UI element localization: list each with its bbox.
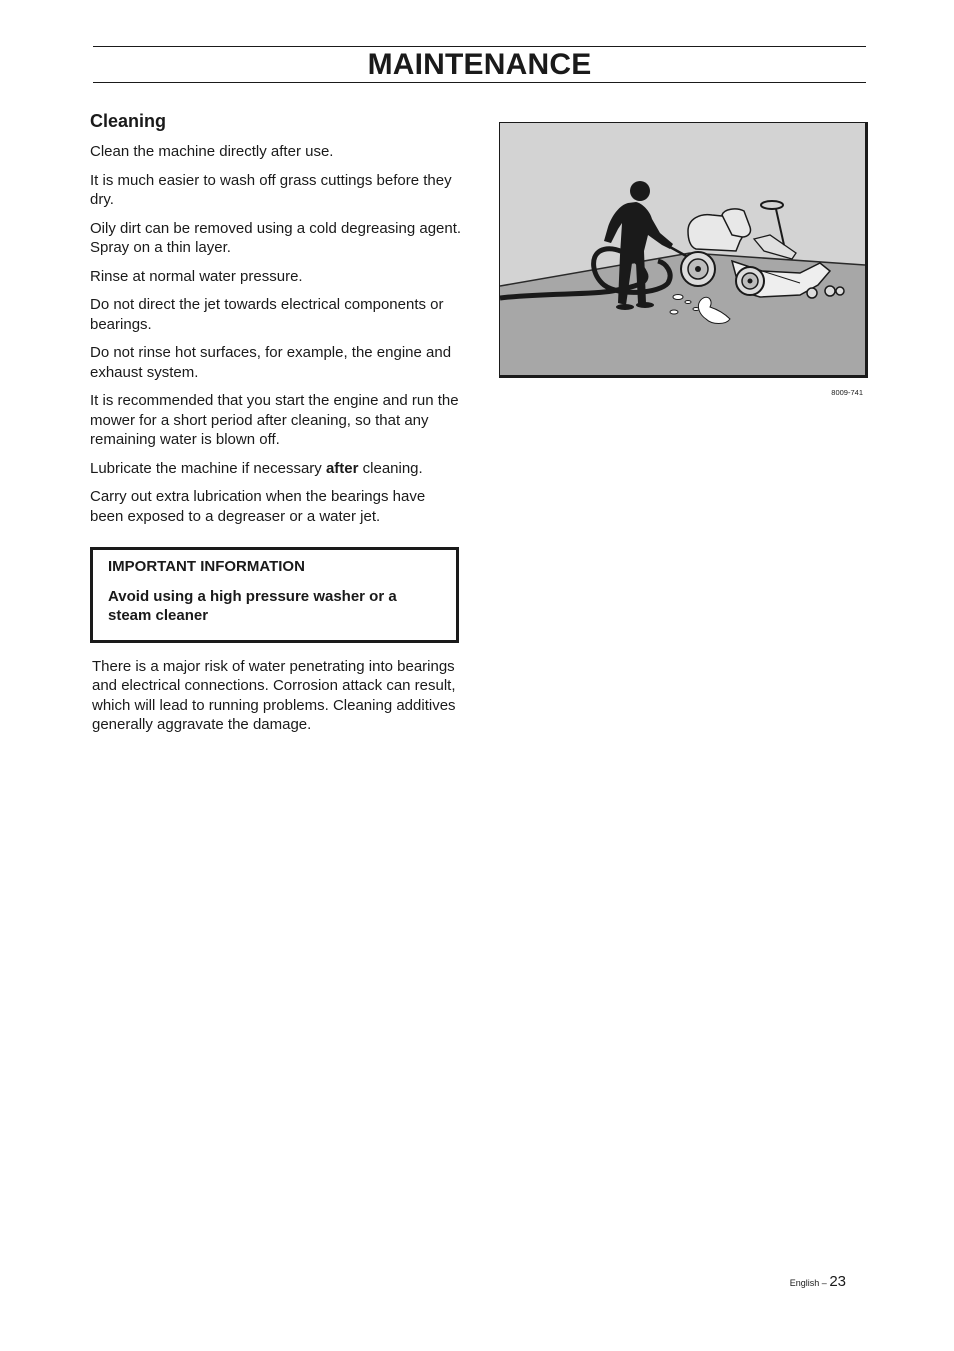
paragraph: Oily dirt can be removed using a cold degreasing agent. Spray on a thin layer. bbox=[90, 219, 462, 256]
paragraph: It is much easier to wash off grass cuttings before they dry. bbox=[90, 171, 452, 208]
paragraph: It is recommended that you start the engine and run the mower for a short period after cleaning, so that any remaining water is blown off. bbox=[90, 392, 459, 448]
cleaning-section bbox=[90, 109, 462, 735]
paragraph: Rinse at normal water pressure. bbox=[90, 267, 303, 285]
paragraph: Do not rinse hot surfaces, for example, the engine and exhaust system. bbox=[90, 344, 452, 381]
riding-mower-icon bbox=[681, 201, 844, 298]
footer-language: English – bbox=[789, 1278, 830, 1288]
header-rule-bottom bbox=[93, 82, 866, 83]
lubricate-text-after: cleaning. bbox=[358, 459, 423, 477]
notice-body: Avoid using a high pressure washer or a steam cleaner bbox=[108, 587, 397, 624]
important-information-box bbox=[90, 547, 459, 643]
lubricate-emphasis: after bbox=[325, 459, 359, 477]
lubricate-paragraph bbox=[90, 459, 462, 479]
paragraph: There is a major risk of water penetrating into bearings and electrical connections. Corrosion attack can result, which will lead to running problems. Cleaning additives generally aggravate the damage. bbox=[92, 657, 456, 733]
notice-title: IMPORTANT INFORMATION bbox=[108, 558, 305, 575]
lubricate-text-before: Lubricate the machine if necessary bbox=[90, 459, 326, 477]
paragraph: Clean the machine directly after use. bbox=[90, 143, 334, 160]
section-heading: Cleaning bbox=[90, 111, 167, 131]
page-title: MAINTENANCE bbox=[367, 48, 592, 81]
figure-code: 8009-741 bbox=[831, 388, 863, 397]
paragraph: Carry out extra lubrication when the bearings have been exposed to a degreaser or a water jet. bbox=[90, 488, 426, 525]
cleaning-illustration bbox=[499, 122, 866, 376]
page-footer bbox=[760, 1273, 846, 1291]
page-number: 23 bbox=[829, 1273, 846, 1290]
paragraph: Do not direct the jet towards electrical components or bearings. bbox=[90, 296, 444, 333]
washing-mower-illustration bbox=[500, 123, 865, 375]
